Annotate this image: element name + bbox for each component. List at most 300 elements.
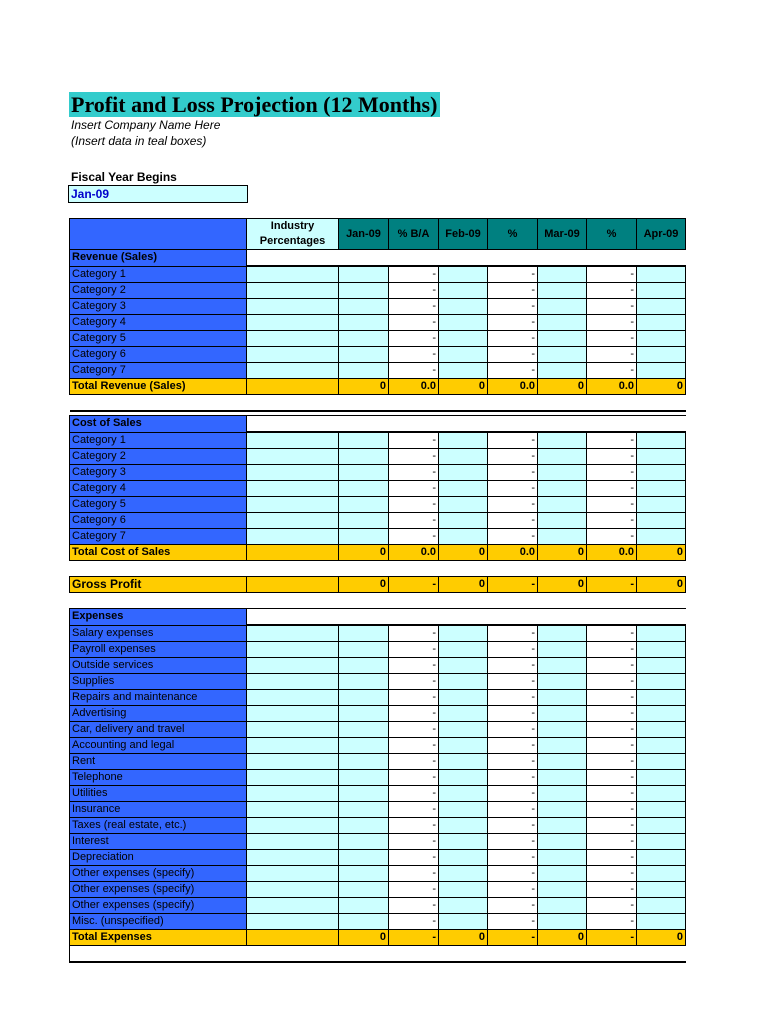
table-row [70,850,686,866]
month-input[interactable] [439,625,488,642]
month-input[interactable] [339,513,389,529]
percent-cell: - [587,802,637,818]
total-label: Total Expenses [70,930,247,946]
percent-cell: - [389,834,439,850]
month-input[interactable] [339,449,389,465]
row-label: Category 7 [70,529,247,545]
month-input[interactable] [637,642,686,658]
industry-input[interactable] [247,529,339,545]
month-input[interactable] [339,432,389,449]
percent-cell: - [587,786,637,802]
table-row [70,577,686,593]
month-input[interactable] [439,315,488,331]
month-input[interactable] [439,674,488,690]
month-input[interactable] [439,266,488,283]
month-input[interactable] [637,658,686,674]
month-input[interactable] [339,315,389,331]
month-input[interactable] [637,497,686,513]
month-input[interactable] [538,898,587,914]
month-input[interactable] [439,283,488,299]
month-input[interactable] [538,754,587,770]
percent-cell: - [488,481,538,497]
row-label: Other expenses (specify) [70,866,247,882]
total-value: 0.0 [488,379,538,395]
month-input[interactable] [538,802,587,818]
month-input[interactable] [538,834,587,850]
month-input[interactable] [439,299,488,315]
month-input[interactable] [637,363,686,379]
month-input[interactable] [637,914,686,930]
month-input[interactable] [538,449,587,465]
percent-cell: - [587,625,637,642]
fiscal-year-input[interactable]: Jan-09 [68,185,248,203]
month-input[interactable] [538,642,587,658]
blank-cell [247,416,339,433]
percent-cell: - [587,706,637,722]
percent-cell: - [488,625,538,642]
industry-input[interactable] [247,266,339,283]
percent-cell: - [587,690,637,706]
percent-cell: - [587,465,637,481]
blank-cell [488,250,538,267]
percent-cell: - [389,754,439,770]
month-input[interactable] [538,914,587,930]
month-input[interactable] [538,347,587,363]
percent-cell: - [488,850,538,866]
month-input[interactable] [439,818,488,834]
month-input[interactable] [439,449,488,465]
total-value: 0.0 [488,545,538,561]
percent-cell: - [389,529,439,545]
industry-input[interactable] [247,625,339,642]
gross-profit-value: 0 [339,577,389,593]
month-input[interactable] [439,722,488,738]
percent-cell: - [488,642,538,658]
percent-cell: - [587,432,637,449]
month-input[interactable] [439,738,488,754]
month-input[interactable] [339,465,389,481]
month-input[interactable] [439,834,488,850]
industry-input[interactable] [247,363,339,379]
month-input[interactable] [637,299,686,315]
percent-cell: - [389,283,439,299]
month-input[interactable] [339,882,389,898]
table-row [70,593,686,609]
table-row [70,561,686,577]
total-value: 0.0 [587,545,637,561]
table-row [70,658,686,674]
month-input[interactable] [538,658,587,674]
industry-input[interactable] [247,754,339,770]
blank-cell [587,416,637,433]
total-value: 0.0 [389,379,439,395]
gross-profit-label: Gross Profit [70,577,247,593]
table-row [70,625,686,642]
month-input[interactable] [339,690,389,706]
month-input[interactable] [538,882,587,898]
month-input[interactable] [339,283,389,299]
industry-input[interactable] [247,299,339,315]
month-input[interactable] [439,786,488,802]
month-input[interactable] [637,315,686,331]
month-input[interactable] [339,299,389,315]
month-input[interactable] [637,706,686,722]
month-input[interactable] [538,283,587,299]
month-input[interactable] [637,690,686,706]
month-input[interactable] [439,347,488,363]
month-input[interactable] [538,674,587,690]
industry-input[interactable] [247,481,339,497]
month-input[interactable] [439,432,488,449]
month-input[interactable] [339,770,389,786]
percent-cell: - [488,347,538,363]
industry-input[interactable] [247,674,339,690]
industry-input[interactable] [247,449,339,465]
month-input[interactable] [637,722,686,738]
percent-cell: - [587,722,637,738]
row-label: Rent [70,754,247,770]
month-input[interactable] [637,432,686,449]
percent-cell: - [389,432,439,449]
row-label: Depreciation [70,850,247,866]
table-row [70,497,686,513]
industry-input[interactable] [247,513,339,529]
month-input[interactable] [339,331,389,347]
month-input[interactable] [339,363,389,379]
month-input[interactable] [538,866,587,882]
percent-cell: - [587,850,637,866]
percent-cell: - [389,513,439,529]
percent-cell: - [488,529,538,545]
company-name-placeholder[interactable]: Insert Company Name Here [71,118,221,132]
percent-cell: - [488,866,538,882]
percent-cell: - [587,818,637,834]
month-input[interactable] [637,481,686,497]
row-label: Insurance [70,802,247,818]
percent-cell: - [389,850,439,866]
gross-profit-value: 0 [637,577,686,593]
row-label: Supplies [70,674,247,690]
blank-cell [439,609,488,626]
percent-cell: - [488,283,538,299]
month-input[interactable] [637,449,686,465]
month-input[interactable] [439,642,488,658]
month-input[interactable] [339,786,389,802]
percent-cell: - [389,738,439,754]
table-row [70,866,686,882]
month-input[interactable] [538,706,587,722]
percent-cell: - [389,706,439,722]
row-label: Category 7 [70,363,247,379]
row-label: Category 3 [70,465,247,481]
month-input[interactable] [637,770,686,786]
total-value: 0 [339,930,389,946]
percent-cell: - [389,331,439,347]
percent-cell: - [587,754,637,770]
month-input[interactable] [339,866,389,882]
percent-cell: - [587,882,637,898]
month-input[interactable] [339,481,389,497]
industry-input[interactable] [247,738,339,754]
percent-cell: - [488,898,538,914]
month-input[interactable] [637,513,686,529]
row-label: Interest [70,834,247,850]
percent-cell: - [488,465,538,481]
row-label: Misc. (unspecified) [70,914,247,930]
row-label: Category 3 [70,299,247,315]
month-input[interactable] [339,802,389,818]
industry-input[interactable] [247,465,339,481]
month-input[interactable] [439,802,488,818]
table-row [70,818,686,834]
month-input[interactable] [538,818,587,834]
total-industry [247,930,339,946]
table-row [70,834,686,850]
table-row [70,738,686,754]
industry-input[interactable] [247,283,339,299]
table-row [70,642,686,658]
industry-input[interactable] [247,706,339,722]
month-input[interactable] [439,465,488,481]
industry-input[interactable] [247,850,339,866]
industry-input[interactable] [247,347,339,363]
table-row [70,802,686,818]
month-input[interactable] [339,625,389,642]
total-industry [247,379,339,395]
month-input[interactable] [339,738,389,754]
month-input[interactable] [538,363,587,379]
table-row [70,219,686,250]
month-input[interactable] [637,465,686,481]
month-input[interactable] [339,706,389,722]
blank-cell [637,416,686,433]
month-input[interactable] [439,866,488,882]
month-input[interactable] [339,642,389,658]
row-label: Advertising [70,706,247,722]
month-input[interactable] [339,754,389,770]
blank-cell [339,609,389,626]
month-input[interactable] [439,497,488,513]
month-input[interactable] [538,722,587,738]
total-value: 0 [538,379,587,395]
month-input[interactable] [538,497,587,513]
industry-input[interactable] [247,497,339,513]
industry-input[interactable] [247,722,339,738]
month-input[interactable] [637,331,686,347]
month-input[interactable] [439,754,488,770]
total-value: 0.0 [389,545,439,561]
industry-input[interactable] [247,331,339,347]
month-input[interactable] [538,432,587,449]
month-input[interactable] [339,722,389,738]
industry-input[interactable] [247,786,339,802]
percent-cell: - [389,497,439,513]
header-industry-percentages: Industry Percentages [247,219,339,250]
month-input[interactable] [439,529,488,545]
month-input[interactable] [637,818,686,834]
row-label: Telephone [70,770,247,786]
pl-table [69,218,686,963]
percent-cell: - [488,882,538,898]
month-input[interactable] [637,625,686,642]
percent-cell: - [587,642,637,658]
gross-profit-industry [247,577,339,593]
industry-input[interactable] [247,914,339,930]
month-input[interactable] [339,914,389,930]
industry-input[interactable] [247,770,339,786]
month-input[interactable] [637,850,686,866]
table-row [70,786,686,802]
table-row [70,250,686,267]
month-input[interactable] [538,770,587,786]
month-input[interactable] [439,513,488,529]
industry-input[interactable] [247,818,339,834]
percent-cell: - [488,266,538,283]
percent-cell: - [488,331,538,347]
month-input[interactable] [637,754,686,770]
month-input[interactable] [439,914,488,930]
month-input[interactable] [439,658,488,674]
table-row [70,770,686,786]
month-input[interactable] [538,315,587,331]
percent-cell: - [488,802,538,818]
month-input[interactable] [439,706,488,722]
row-label: Category 5 [70,331,247,347]
header-col: Apr-09 [637,219,686,250]
month-input[interactable] [339,834,389,850]
month-input[interactable] [339,658,389,674]
blank-cell [439,416,488,433]
month-input[interactable] [339,266,389,283]
industry-input[interactable] [247,898,339,914]
month-input[interactable] [538,625,587,642]
blank-cell [339,416,389,433]
month-input[interactable] [439,481,488,497]
month-input[interactable] [637,898,686,914]
industry-input[interactable] [247,834,339,850]
total-value: 0 [339,379,389,395]
month-input[interactable] [339,674,389,690]
industry-input[interactable] [247,658,339,674]
percent-cell: - [389,914,439,930]
month-input[interactable] [439,850,488,866]
month-input[interactable] [339,818,389,834]
month-input[interactable] [439,770,488,786]
month-input[interactable] [637,266,686,283]
percent-cell: - [488,497,538,513]
table-row [70,331,686,347]
industry-input[interactable] [247,866,339,882]
month-input[interactable] [439,898,488,914]
table-row [70,432,686,449]
month-input[interactable] [637,347,686,363]
month-input[interactable] [538,786,587,802]
month-input[interactable] [637,283,686,299]
month-input[interactable] [538,481,587,497]
percent-cell: - [389,818,439,834]
industry-input[interactable] [247,642,339,658]
month-input[interactable] [538,850,587,866]
percent-cell: - [389,299,439,315]
table-row [70,722,686,738]
total-label: Total Cost of Sales [70,545,247,561]
header-corner [70,219,247,250]
industry-input[interactable] [247,690,339,706]
month-input[interactable] [339,347,389,363]
month-input[interactable] [339,497,389,513]
month-input[interactable] [339,898,389,914]
blank-cell [389,416,439,433]
fiscal-year-label: Fiscal Year Begins [71,170,177,184]
industry-input[interactable] [247,432,339,449]
row-label: Category 1 [70,266,247,283]
month-input[interactable] [538,513,587,529]
month-input[interactable] [538,266,587,283]
header-col: % [488,219,538,250]
percent-cell: - [488,363,538,379]
header-col: Feb-09 [439,219,488,250]
blank-cell [247,609,339,626]
industry-input[interactable] [247,315,339,331]
total-value: - [389,930,439,946]
month-input[interactable] [439,690,488,706]
month-input[interactable] [637,738,686,754]
industry-input[interactable] [247,882,339,898]
month-input[interactable] [538,465,587,481]
percent-cell: - [488,432,538,449]
month-input[interactable] [439,363,488,379]
total-value: 0 [339,545,389,561]
month-input[interactable] [439,331,488,347]
table-row [70,529,686,545]
month-input[interactable] [637,786,686,802]
percent-cell: - [389,625,439,642]
industry-input[interactable] [247,802,339,818]
month-input[interactable] [538,738,587,754]
section-heading: Revenue (Sales) [70,250,247,267]
month-input[interactable] [637,529,686,545]
percent-cell: - [587,347,637,363]
table-row [70,266,686,283]
month-input[interactable] [637,802,686,818]
header-col: % B/A [389,219,439,250]
month-input[interactable] [637,674,686,690]
month-input[interactable] [538,299,587,315]
blank-cell [637,250,686,267]
month-input[interactable] [339,850,389,866]
percent-cell: - [389,481,439,497]
table-row [70,882,686,898]
table-row [70,465,686,481]
month-input[interactable] [339,529,389,545]
month-input[interactable] [538,529,587,545]
percent-cell: - [389,363,439,379]
table-row [70,299,686,315]
month-input[interactable] [439,882,488,898]
percent-cell: - [587,770,637,786]
percent-cell: - [587,449,637,465]
month-input[interactable] [538,690,587,706]
row-label: Repairs and maintenance [70,690,247,706]
month-input[interactable] [538,331,587,347]
total-value: - [587,930,637,946]
total-value: 0 [439,379,488,395]
month-input[interactable] [637,882,686,898]
month-input[interactable] [637,866,686,882]
section-heading: Expenses [70,609,247,626]
month-input[interactable] [637,834,686,850]
blank-cell [587,250,637,267]
